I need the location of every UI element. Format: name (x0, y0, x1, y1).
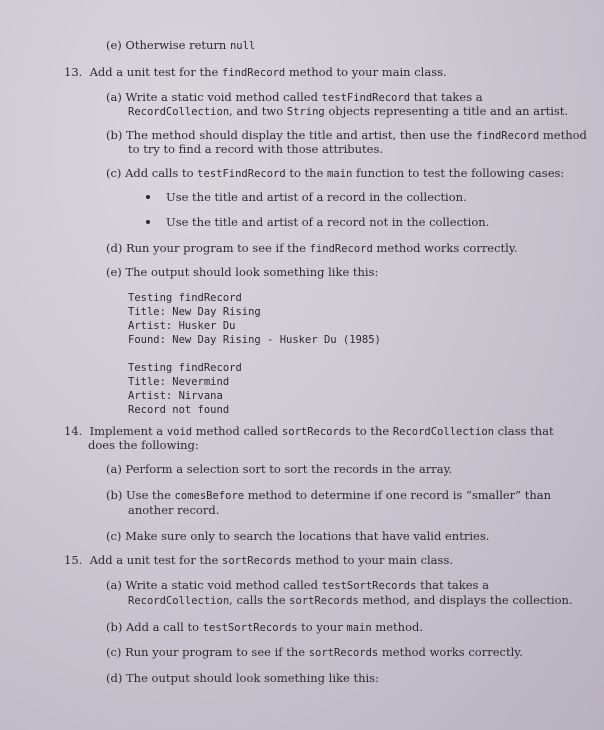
q14-a-line1 (106, 462, 452, 476)
q13-bullet1 (166, 190, 467, 204)
code: sortRecords (308, 647, 379, 659)
bullet-icon (146, 220, 150, 224)
text: to the (285, 166, 328, 180)
text: (d) The output should look something like this: (106, 671, 379, 685)
text: (a) Perform a selection sort to sort the records in the array. (106, 462, 453, 476)
bullet-icon (146, 195, 150, 199)
output-line: Found: New Day Rising - Husker Du (1985) (128, 334, 381, 346)
code: testSortRecords (321, 580, 417, 592)
code: sortRecords (281, 426, 352, 438)
q13-b-line1 (106, 128, 587, 143)
output-line: Testing findRecord (128, 292, 242, 304)
text: (a) Write a static void method called (106, 90, 322, 104)
q13-number: 13. (64, 65, 83, 79)
q14-b-line1 (106, 488, 551, 503)
q14-title-line1 (64, 424, 554, 439)
text: method works correctly. (378, 645, 523, 659)
q13-b-line2 (128, 142, 383, 156)
q15-number: 15. (64, 553, 83, 567)
q13-d-line1 (106, 241, 517, 256)
output-line: Title: Nevermind (128, 376, 230, 388)
code: main (327, 168, 353, 180)
text: function to test the following cases: (352, 166, 565, 180)
q13-c-line1 (106, 166, 564, 181)
text: class that (493, 424, 554, 438)
text: that takes a (416, 578, 489, 592)
code: comesBefore (174, 490, 245, 502)
text: to your (297, 620, 347, 634)
text: another record. (128, 503, 220, 517)
text: method, and displays the collection. (358, 593, 573, 607)
text: Use the title and artist of a record not in the collection. (166, 215, 490, 229)
text: method to determine if one record is “smaller” than (244, 488, 551, 502)
output-line: Testing findRecord (128, 362, 242, 374)
code: sortRecords (289, 595, 359, 607)
text: , calls the (229, 593, 290, 607)
text: Implement a (89, 424, 167, 438)
q15-a-line1 (106, 578, 489, 593)
text: (c) Add calls to (106, 166, 198, 180)
text: Add a unit test for the (89, 553, 222, 567)
text: method (539, 128, 587, 142)
text: (d) Run your program to see if the (106, 241, 310, 255)
text: (c) Run your program to see if the (106, 645, 309, 659)
output-line: Artist: Nirvana (128, 390, 223, 402)
text: (e) The output should look something like this: (106, 265, 379, 279)
q14-b-line2 (128, 503, 219, 517)
q14-c-line1 (106, 529, 489, 543)
code: RecordCollection (128, 595, 230, 607)
code: void (166, 426, 193, 438)
text: to try to find a record with those attributes. (128, 142, 384, 156)
output-line: Record not found (128, 404, 230, 416)
text: (b) Add a call to (106, 620, 203, 634)
text: objects representing a title and an artist. (324, 104, 569, 118)
code: findRecord (222, 67, 286, 79)
text: that takes a (410, 90, 483, 104)
code: findRecord (309, 243, 373, 255)
text: method to your main class. (291, 553, 453, 567)
code: testFindRecord (321, 92, 411, 104)
item-12e (106, 38, 255, 53)
q15-title (64, 553, 453, 568)
text: Add a unit test for the (89, 65, 222, 79)
q14-title-line2 (88, 438, 199, 452)
text: (e) Otherwise return (106, 38, 230, 52)
q15-d-line1 (106, 671, 379, 685)
text: , and two (229, 104, 287, 118)
code: testSortRecords (202, 622, 298, 634)
code-null: null (229, 40, 256, 52)
q13-e-line1 (106, 265, 378, 279)
q13-bullet2 (166, 215, 489, 229)
code: testFindRecord (197, 168, 286, 180)
code: main (346, 622, 372, 634)
text: (b) Use the (106, 488, 175, 502)
output-line: Artist: Husker Du (128, 320, 236, 332)
code: findRecord (476, 130, 540, 142)
text: to the (351, 424, 393, 438)
q14-number: 14. (64, 424, 83, 438)
q15-b-line1 (106, 620, 423, 635)
text: does the following: (88, 438, 199, 452)
text: method. (371, 620, 424, 634)
q15-a-line2 (128, 593, 573, 608)
text: method called (192, 424, 282, 438)
code: RecordCollection (392, 426, 494, 438)
q13-title (64, 65, 447, 80)
q13-a-line2 (128, 104, 568, 119)
code: String (286, 106, 325, 118)
q13-a-line1 (106, 90, 483, 105)
q15-c-line1 (106, 645, 523, 660)
code: RecordCollection (128, 106, 230, 118)
text: Use the title and artist of a record in the collection. (166, 190, 467, 204)
code: sortRecords (222, 555, 292, 567)
text: (c) Make sure only to search the locations that have valid entries. (106, 529, 490, 543)
output-line: Title: New Day Rising (128, 306, 261, 318)
text: (b) The method should display the title and artist, then use the (106, 128, 476, 142)
text: (a) Write a static void method called (106, 578, 322, 592)
text: method works correctly. (372, 241, 518, 255)
text: method to your main class. (285, 65, 447, 79)
